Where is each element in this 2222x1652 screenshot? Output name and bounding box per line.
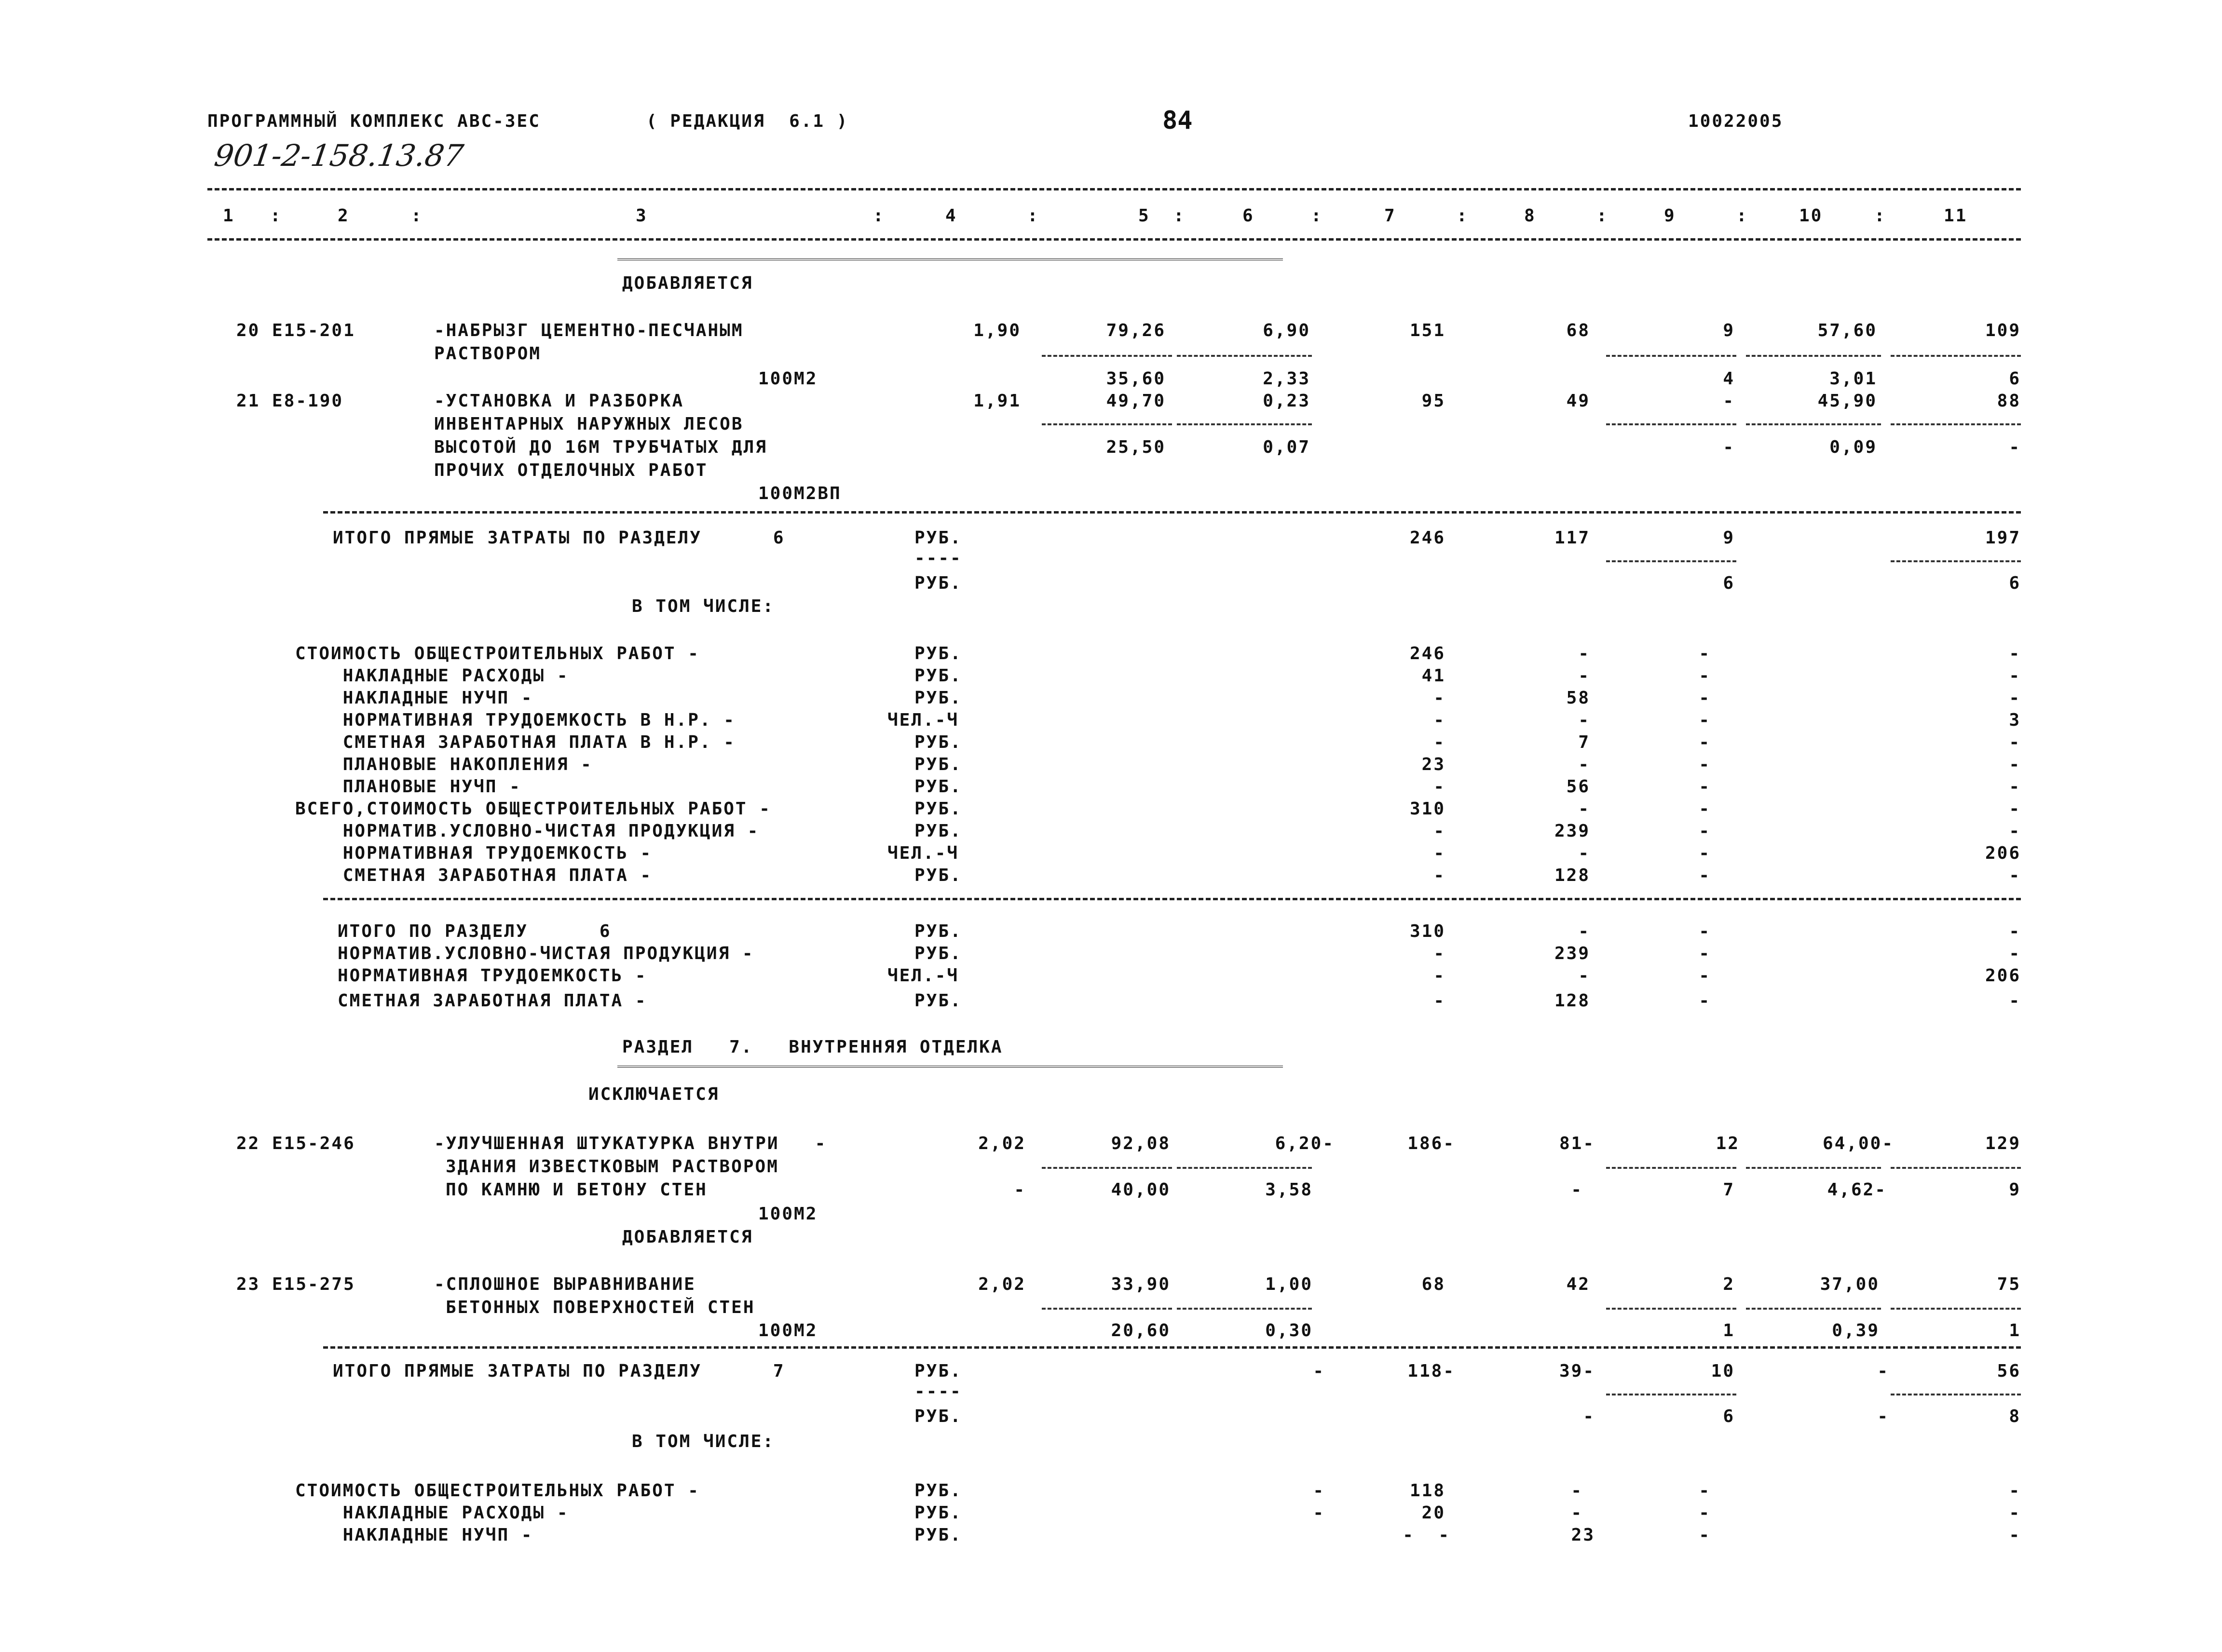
col10-value: 4,62- xyxy=(1827,1180,1887,1200)
col7-value: 23 xyxy=(1421,755,1445,774)
breakdown-label: СТОИМОСТЬ ОБЩЕСТРОИТЕЛЬНЫХ РАБОТ - xyxy=(295,644,700,664)
col5-value: 92,08 xyxy=(1111,1134,1171,1153)
col10-value: 45,90 xyxy=(1817,391,1877,411)
col9-value: - xyxy=(1699,843,1711,863)
program-title: ПРОГРАММНЫЙ КОМПЛЕКС АВС-ЗЕС xyxy=(207,111,541,131)
col8-value: 68 xyxy=(1566,321,1590,340)
col11-value: - xyxy=(2009,777,2021,797)
sub-rule xyxy=(1606,560,1736,562)
sub-rule xyxy=(1606,1308,1736,1310)
col9-value: - xyxy=(1699,1525,1711,1545)
total-unit: РУБ. xyxy=(914,573,962,593)
col5-value: 40,00 xyxy=(1111,1180,1171,1200)
col-sep: : xyxy=(1457,206,1469,226)
col8-value: - xyxy=(1583,1407,1595,1426)
col-sep: : xyxy=(1173,206,1186,226)
breakdown-label: СМЕТНАЯ ЗАРАБОТНАЯ ПЛАТА В Н.Р. - xyxy=(295,732,736,752)
item-code: 22 Е15-246 xyxy=(236,1134,355,1153)
item-unit: 100М2ВП xyxy=(758,484,842,503)
item-name: ЗДАНИЯ ИЗВЕСТКОВЫМ РАСТВОРОМ xyxy=(446,1157,779,1177)
section7-title: РАЗДЕЛ 7. ВНУТРЕННЯЯ ОТДЕЛКА xyxy=(622,1037,1003,1057)
breakdown-label: НОРМАТИВНАЯ ТРУДОЕМКОСТЬ В Н.Р. - xyxy=(295,710,736,730)
col8-value: 58 xyxy=(1566,688,1590,708)
col9-value: 6 xyxy=(1723,573,1735,593)
col-11: 11 xyxy=(1944,206,1968,226)
col-sep: : xyxy=(1736,206,1748,226)
col11-value: 3 xyxy=(2009,710,2021,730)
rule-section6-items xyxy=(323,511,2021,514)
sub-rule xyxy=(1891,1308,2021,1310)
col9-value: - xyxy=(1699,1503,1711,1523)
item-name: РАСТВОРОМ xyxy=(434,344,542,364)
col8-value: 7 xyxy=(1578,732,1590,752)
col11-value: - xyxy=(2009,866,2021,885)
breakdown-label: НАКЛАДНЫЕ РАСХОДЫ - xyxy=(295,1503,569,1523)
col-4: 4 xyxy=(945,206,957,226)
breakdown-unit: РУБ. xyxy=(914,666,962,686)
item-unit: 100М2 xyxy=(758,1321,818,1341)
breakdown-unit: РУБ. xyxy=(914,1503,962,1523)
col9-value: 6 xyxy=(1723,1407,1735,1426)
added-label: ДОБАВЛЯЕТСЯ xyxy=(622,1227,753,1247)
col11-value: 197 xyxy=(1985,528,2021,548)
item-code: 20 Е15-201 xyxy=(236,321,355,340)
doc-code: 10022005 xyxy=(1688,111,1784,131)
col7-value: 310 xyxy=(1409,921,1445,941)
col-sep: : xyxy=(873,206,885,226)
item-code: 21 Е8-190 xyxy=(236,391,344,411)
col8-value: 81- xyxy=(1559,1134,1595,1153)
col8-value: - xyxy=(1578,843,1590,863)
breakdown-unit: РУБ. xyxy=(914,1525,962,1545)
breakdown-label: ПЛАНОВЫЕ НАКОПЛЕНИЯ - xyxy=(295,755,593,774)
summary-unit: РУБ. xyxy=(914,921,962,941)
including-label: В ТОМ ЧИСЛЕ: xyxy=(632,596,775,616)
sub-rule xyxy=(1042,423,1172,425)
breakdown-unit: РУБ. xyxy=(914,777,962,797)
sub-rule xyxy=(1746,423,1881,425)
item-name: ПО КАМНЮ И БЕТОНУ СТЕН xyxy=(446,1180,708,1200)
breakdown-label: НАКЛАДНЫЕ РАСХОДЫ - xyxy=(295,666,569,686)
col11-value: 1 xyxy=(2009,1321,2021,1341)
rule-section6-summary xyxy=(323,898,2021,900)
col-sep: : xyxy=(1874,206,1886,226)
sub-rule xyxy=(1891,1394,2021,1395)
breakdown-label: СТОИМОСТЬ ОБЩЕСТРОИТЕЛЬНЫХ РАБОТ - xyxy=(295,1481,700,1501)
col8-value: 239 xyxy=(1554,944,1590,963)
col11-value: - xyxy=(2009,755,2021,774)
page-number: 84 xyxy=(1162,106,1193,135)
col7-value: - xyxy=(1433,777,1445,797)
col11-value: - xyxy=(2009,666,2021,686)
col7-value: - xyxy=(1433,732,1445,752)
col10-value: - xyxy=(1877,1407,1889,1426)
col8-value: 128 xyxy=(1554,991,1590,1011)
col9-value: - xyxy=(1699,1481,1711,1501)
col7-value: - xyxy=(1433,944,1445,963)
col9-value: - xyxy=(1699,755,1711,774)
breakdown-unit: РУБ. xyxy=(914,732,962,752)
col6-value: 1,00 xyxy=(1265,1274,1313,1294)
col7-value: 151 xyxy=(1409,321,1445,340)
col-8: 8 xyxy=(1524,206,1536,226)
total-unit: РУБ. xyxy=(914,1407,962,1426)
rule-top xyxy=(207,188,2021,190)
sub-rule xyxy=(1606,355,1736,357)
col9-value: - xyxy=(1699,644,1711,664)
col-9: 9 xyxy=(1664,206,1676,226)
col7-value: - xyxy=(1433,866,1445,885)
col11-value: - xyxy=(2009,1481,2021,1501)
summary-label: НОРМАТИВНАЯ ТРУДОЕМКОСТЬ - xyxy=(338,966,647,986)
sub-rule xyxy=(1177,423,1312,425)
breakdown-unit: РУБ. xyxy=(914,644,962,664)
sub-rule xyxy=(1746,355,1881,357)
item-name: ПРОЧИХ ОТДЕЛОЧНЫХ РАБОТ xyxy=(434,460,708,480)
col8-value: 49 xyxy=(1566,391,1590,411)
sub-rule xyxy=(1891,355,2021,357)
col-sep: : xyxy=(411,206,423,226)
summary-label: ИТОГО ПО РАЗДЕЛУ 6 xyxy=(338,921,612,941)
col7-value: 246 xyxy=(1409,644,1445,664)
col5-value: 25,50 xyxy=(1106,437,1166,457)
col6-value: - xyxy=(1313,1361,1325,1381)
item-name: -УЛУЧШЕННАЯ ШТУКАТУРКА ВНУТРИ - xyxy=(434,1134,827,1153)
col10-value: 57,60 xyxy=(1817,321,1877,340)
col6-value: 3,58 xyxy=(1265,1180,1313,1200)
col11-value: - xyxy=(2009,732,2021,752)
col7-value: - xyxy=(1433,710,1445,730)
col5-value: 79,26 xyxy=(1106,321,1166,340)
col10-value: 64,00- xyxy=(1822,1134,1894,1153)
breakdown-unit: РУБ. xyxy=(914,688,962,708)
col10-value: - xyxy=(1877,1361,1889,1381)
col8-value: - xyxy=(1578,644,1590,664)
col-sep: : xyxy=(270,206,282,226)
breakdown-label: СМЕТНАЯ ЗАРАБОТНАЯ ПЛАТА - xyxy=(295,866,653,885)
col8-value: - xyxy=(1571,1503,1583,1523)
col11-value: 6 xyxy=(2009,369,2021,389)
sub-rule xyxy=(1177,1167,1312,1169)
col6-value: 2,33 xyxy=(1263,369,1310,389)
col7-value: - - xyxy=(1403,1525,1450,1545)
breakdown-unit: ЧЕЛ.-Ч xyxy=(887,710,959,730)
col5-value: 35,60 xyxy=(1106,369,1166,389)
col-7: 7 xyxy=(1384,206,1396,226)
breakdown-label: НАКЛАДНЫЕ НУЧП - xyxy=(295,688,533,708)
col5-value: 20,60 xyxy=(1111,1321,1171,1341)
sub-rule xyxy=(1746,1308,1881,1310)
breakdown-unit: ЧЕЛ.-Ч xyxy=(887,843,959,863)
col6-value: 6,20- xyxy=(1275,1134,1335,1153)
col7-value: 20 xyxy=(1421,1503,1445,1523)
col11-value: - xyxy=(2009,1525,2021,1545)
col4-value: 2,02 xyxy=(978,1134,1026,1153)
col-1: 1 xyxy=(223,206,235,226)
sub-rule xyxy=(1042,1308,1172,1310)
col9-value: - xyxy=(1699,966,1711,986)
col11-value: - xyxy=(2009,1503,2021,1523)
col9-value: - xyxy=(1699,777,1711,797)
col7-value: 246 xyxy=(1409,528,1445,548)
item-name: БЕТОННЫХ ПОВЕРХНОСТЕЙ СТЕН xyxy=(446,1298,755,1317)
col9-value: - xyxy=(1723,437,1735,457)
col11-value: 6 xyxy=(2009,573,2021,593)
col9-value: 9 xyxy=(1723,321,1735,340)
col9-value: - xyxy=(1723,391,1735,411)
col10-value: 37,00 xyxy=(1820,1274,1880,1294)
sub-rule xyxy=(1177,1308,1312,1310)
col8-value: - xyxy=(1578,710,1590,730)
item-unit: 100М2 xyxy=(758,369,818,389)
col7-value: - xyxy=(1433,821,1445,841)
col-2: 2 xyxy=(338,206,350,226)
col8-value: 39- xyxy=(1559,1361,1595,1381)
col4-value: 1,91 xyxy=(973,391,1021,411)
col7-value: 118- xyxy=(1407,1361,1455,1381)
col11-value: - xyxy=(2009,921,2021,941)
col8-value: 56 xyxy=(1566,777,1590,797)
breakdown-unit: РУБ. xyxy=(914,1481,962,1501)
col7-value: - xyxy=(1433,688,1445,708)
col10-value: 3,01 xyxy=(1829,369,1877,389)
col7-value: 186- xyxy=(1407,1134,1455,1153)
col9-value: 10 xyxy=(1711,1361,1735,1381)
col11-value: 206 xyxy=(1985,966,2021,986)
col8-value: - xyxy=(1578,921,1590,941)
total-dash: ---- xyxy=(914,1381,962,1401)
sub-rule xyxy=(1891,560,2021,562)
col9-value: 12 xyxy=(1716,1134,1740,1153)
col8-value: - xyxy=(1571,1481,1583,1501)
excluded-label: ИСКЛЮЧАЕТСЯ xyxy=(588,1084,720,1104)
col-sep: : xyxy=(1596,206,1609,226)
col4-value: - xyxy=(1014,1180,1026,1200)
sub-rule xyxy=(1606,1167,1736,1169)
col8-value: - xyxy=(1578,966,1590,986)
total-unit: РУБ. xyxy=(914,528,962,548)
col11-value: - xyxy=(2009,991,2021,1011)
col7-value: - xyxy=(1433,966,1445,986)
breakdown-unit: РУБ. xyxy=(914,866,962,885)
col8-value: 42 xyxy=(1566,1274,1590,1294)
col11-value: 75 xyxy=(1997,1274,2021,1294)
sub-rule xyxy=(1746,1167,1881,1169)
sub-rule xyxy=(1042,1167,1172,1169)
sub-rule xyxy=(1606,423,1736,425)
sub-rule xyxy=(1177,355,1312,357)
col9-value: - xyxy=(1699,710,1711,730)
col6-value: 6,90 xyxy=(1263,321,1310,340)
total-label: ИТОГО ПРЯМЫЕ ЗАТРАТЫ ПО РАЗДЕЛУ 7 xyxy=(333,1361,785,1381)
col9-value: - xyxy=(1699,991,1711,1011)
breakdown-unit: РУБ. xyxy=(914,799,962,819)
summary-label: НОРМАТИВ.УСЛОВНО-ЧИСТАЯ ПРОДУКЦИЯ - xyxy=(338,944,754,963)
col8-value: - xyxy=(1578,755,1590,774)
rule-header-bottom xyxy=(207,238,2021,241)
col9-value: 1 xyxy=(1723,1321,1735,1341)
item-name: -НАБРЫЗГ ЦЕМЕНТНО-ПЕСЧАНЫМ xyxy=(434,321,744,340)
col11-value: - xyxy=(2009,821,2021,841)
edition-label: ( РЕДАКЦИЯ 6.1 ) xyxy=(646,111,849,131)
col5-value: 33,90 xyxy=(1111,1274,1171,1294)
breakdown-unit: РУБ. xyxy=(914,821,962,841)
col6-value: - xyxy=(1313,1481,1325,1501)
col8-value: 23 xyxy=(1571,1525,1595,1545)
col11-value: 129 xyxy=(1985,1134,2021,1153)
col9-value: - xyxy=(1699,688,1711,708)
col9-value: - xyxy=(1699,944,1711,963)
col11-value: - xyxy=(2009,944,2021,963)
col10-value: 0,39 xyxy=(1832,1321,1880,1341)
col10-value: 0,09 xyxy=(1829,437,1877,457)
col9-value: 9 xyxy=(1723,528,1735,548)
summary-unit: РУБ. xyxy=(914,991,962,1011)
col9-value: - xyxy=(1699,821,1711,841)
col8-value: - xyxy=(1571,1180,1583,1200)
breakdown-label: НОРМАТИВНАЯ ТРУДОЕМКОСТЬ - xyxy=(295,843,653,863)
rule-section7-items xyxy=(323,1346,2021,1349)
col11-value: 206 xyxy=(1985,843,2021,863)
section-double-rule xyxy=(617,258,1283,263)
section-double-rule xyxy=(617,1066,1283,1070)
col9-value: 4 xyxy=(1723,369,1735,389)
col7-value: 118 xyxy=(1409,1481,1445,1501)
col8-value: - xyxy=(1578,666,1590,686)
summary-unit: РУБ. xyxy=(914,944,962,963)
col11-value: - xyxy=(2009,644,2021,664)
col4-value: 1,90 xyxy=(973,321,1021,340)
col11-value: - xyxy=(2009,688,2021,708)
item-name: -УСТАНОВКА И РАЗБОРКА xyxy=(434,391,684,411)
col8-value: 239 xyxy=(1554,821,1590,841)
sub-rule xyxy=(1891,1167,2021,1169)
col8-value: 128 xyxy=(1554,866,1590,885)
item-unit: 100М2 xyxy=(758,1204,818,1224)
handwritten-reference: 901-2-158.13.87 xyxy=(212,138,466,173)
breakdown-unit: РУБ. xyxy=(914,755,962,774)
col-10: 10 xyxy=(1799,206,1823,226)
col-sep: : xyxy=(1027,206,1039,226)
col7-value: 95 xyxy=(1421,391,1445,411)
sub-rule xyxy=(1606,1394,1736,1395)
breakdown-label: ПЛАНОВЫЕ НУЧП - xyxy=(295,777,521,797)
col6-value: 0,23 xyxy=(1263,391,1310,411)
item-name: -СПЛОШНОЕ ВЫРАВНИВАНИЕ xyxy=(434,1274,696,1294)
total-dash: ---- xyxy=(914,548,962,568)
col7-value: 68 xyxy=(1421,1274,1445,1294)
col7-value: - xyxy=(1433,991,1445,1011)
col11-value: 8 xyxy=(2009,1407,2021,1426)
col9-value: - xyxy=(1699,799,1711,819)
col11-value: 88 xyxy=(1997,391,2021,411)
col-3: 3 xyxy=(636,206,648,226)
col9-value: 7 xyxy=(1723,1180,1735,1200)
col11-value: - xyxy=(2009,799,2021,819)
including-label: В ТОМ ЧИСЛЕ: xyxy=(632,1432,775,1451)
col7-value: - xyxy=(1433,843,1445,863)
total-label: ИТОГО ПРЯМЫЕ ЗАТРАТЫ ПО РАЗДЕЛУ 6 xyxy=(333,528,785,548)
breakdown-label: НОРМАТИВ.УСЛОВНО-ЧИСТАЯ ПРОДУКЦИЯ - xyxy=(295,821,760,841)
col9-value: - xyxy=(1699,666,1711,686)
item-code: 23 Е15-275 xyxy=(236,1274,355,1294)
sub-rule xyxy=(1891,423,2021,425)
col5-value: 49,70 xyxy=(1106,391,1166,411)
item-name: ВЫСОТОЙ ДО 16М ТРУБЧАТЫХ ДЛЯ xyxy=(434,437,767,457)
col9-value: - xyxy=(1699,921,1711,941)
added-label: ДОБАВЛЯЕТСЯ xyxy=(622,273,753,293)
col8-value: - xyxy=(1578,799,1590,819)
col6-value: 0,07 xyxy=(1263,437,1310,457)
total-unit: РУБ. xyxy=(914,1361,962,1381)
breakdown-label: ВСЕГО,СТОИМОСТЬ ОБЩЕСТРОИТЕЛЬНЫХ РАБОТ - xyxy=(295,799,771,819)
col9-value: - xyxy=(1699,732,1711,752)
col4-value: 2,02 xyxy=(978,1274,1026,1294)
breakdown-label: НАКЛАДНЫЕ НУЧП - xyxy=(295,1525,533,1545)
col9-value: - xyxy=(1699,866,1711,885)
sub-rule xyxy=(1042,355,1172,357)
col8-value: 117 xyxy=(1554,528,1590,548)
col11-value: - xyxy=(2009,437,2021,457)
col6-value: - xyxy=(1313,1503,1325,1523)
col-6: 6 xyxy=(1242,206,1254,226)
summary-unit: ЧЕЛ.-Ч xyxy=(887,966,959,986)
col7-value: 41 xyxy=(1421,666,1445,686)
col7-value: 310 xyxy=(1409,799,1445,819)
col11-value: 109 xyxy=(1985,321,2021,340)
item-name: ИНВЕНТАРНЫХ НАРУЖНЫХ ЛЕСОВ xyxy=(434,414,744,434)
col6-value: 0,30 xyxy=(1265,1321,1313,1341)
col11-value: 56 xyxy=(1997,1361,2021,1381)
col11-value: 9 xyxy=(2009,1180,2021,1200)
col-sep: : xyxy=(1311,206,1323,226)
col-5: 5 xyxy=(1138,206,1150,226)
col9-value: 2 xyxy=(1723,1274,1735,1294)
summary-label: СМЕТНАЯ ЗАРАБОТНАЯ ПЛАТА - xyxy=(338,991,647,1011)
